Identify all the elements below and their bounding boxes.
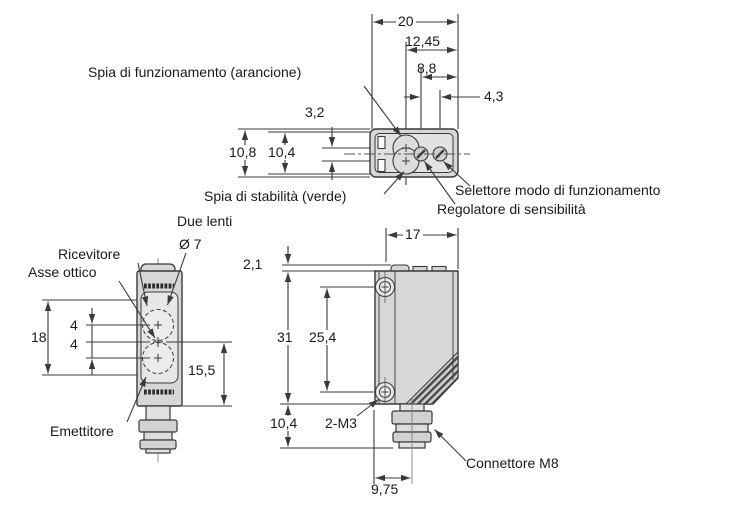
front-view-connector xyxy=(139,406,177,453)
top-view-body xyxy=(344,129,470,177)
dim-top-height: 10,8 xyxy=(229,144,257,160)
leader-connector xyxy=(435,430,467,462)
dim-front-upper-lens-offset: 4 xyxy=(70,317,78,333)
label-screw-holes: 2-M3 xyxy=(325,415,357,431)
label-operation-indicator: Spia di funzionamento (arancione) xyxy=(88,64,302,80)
side-view xyxy=(280,228,466,484)
dim-top-adjuster-to-edge: 8,8 xyxy=(417,60,437,76)
dim-top-inner-height: 10,4 xyxy=(268,144,296,160)
dim-top-lens-spacing: 3,2 xyxy=(305,104,325,120)
label-two-lenses: Due lenti xyxy=(177,213,233,229)
dim-front-lower-lens-offset: 4 xyxy=(70,336,78,352)
front-view-body xyxy=(137,264,182,406)
label-connector: Connettore M8 xyxy=(466,455,559,471)
label-emitter: Emettitore xyxy=(50,423,114,439)
label-lens-diameter: Ø 7 xyxy=(179,236,202,252)
dim-front-axis-to-bottom: 15,5 xyxy=(188,362,216,378)
dim-side-front-to-connector: 9,75 xyxy=(371,481,399,497)
dim-front-lens-area-height: 18 xyxy=(31,329,47,345)
dim-side-depth: 17 xyxy=(405,226,421,242)
mounting-slot-bottom xyxy=(378,160,385,172)
label-sensitivity-adjuster: Regolatore di sensibilità xyxy=(437,201,586,217)
dim-top-adjuster-spacing: 4,3 xyxy=(484,88,504,104)
dim-side-hole-spacing: 25,4 xyxy=(309,329,337,345)
dim-side-connector-length: 10,4 xyxy=(270,415,298,431)
lens-protrusion xyxy=(391,265,409,271)
label-mode-selector: Selettore modo di funzionamento xyxy=(455,182,661,198)
label-stability-indicator: Spia di stabilità (verde) xyxy=(204,188,347,204)
dim-side-lens-protrusion: 2,1 xyxy=(243,256,263,272)
label-receiver: Ricevitore xyxy=(58,246,121,262)
dim-top-lens-to-edge: 12,45 xyxy=(405,33,441,49)
dim-top-width: 20 xyxy=(398,13,414,29)
dim-side-height: 31 xyxy=(277,329,293,345)
mounting-slot-top xyxy=(378,137,385,149)
top-view xyxy=(238,14,480,204)
label-optical-axis: Asse ottico xyxy=(28,264,97,280)
leader-screw-holes xyxy=(357,400,379,417)
